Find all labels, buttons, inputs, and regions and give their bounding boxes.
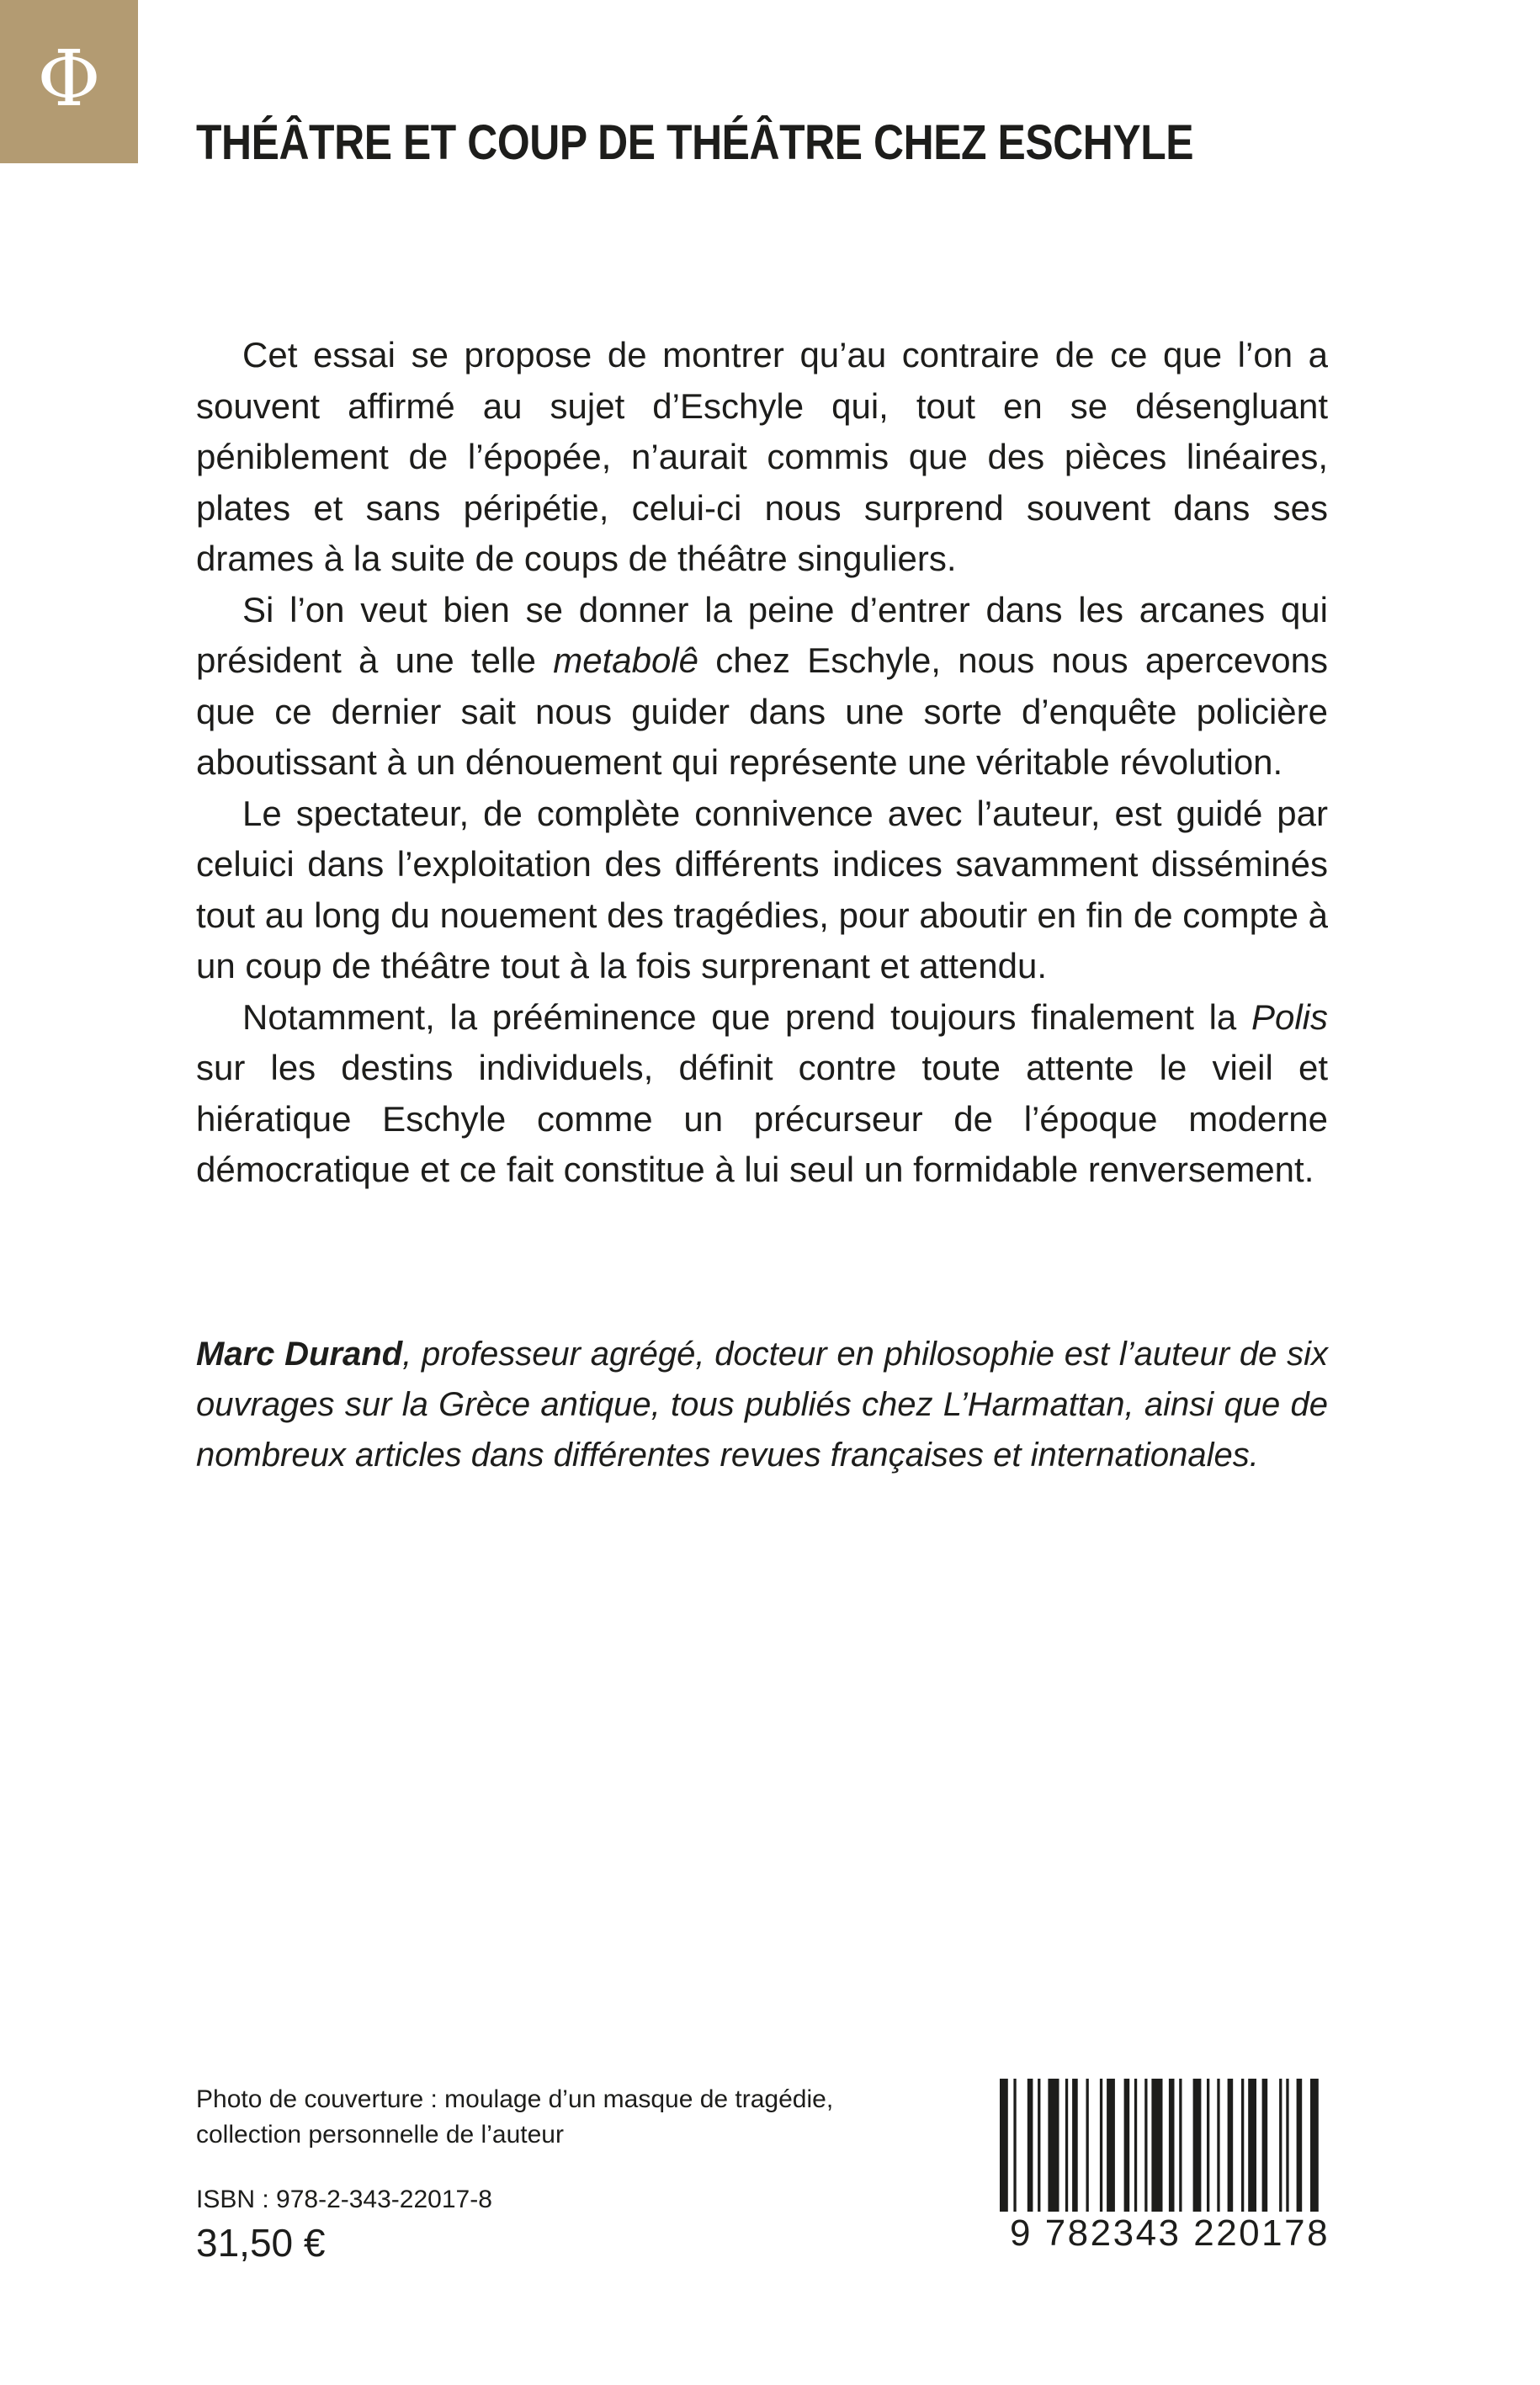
photo-credit-line-2: collection personnelle de l’auteur <box>196 2121 564 2149</box>
author-bio-text: , professeur agrégé, docteur en philosophie est l’auteur de six ouvrages sur la Grèce antique, tous publiés chez L’Harmattan, ainsi que de nombreux articles dans différentes revues françaises et internationales. <box>196 1336 1328 1474</box>
summary-paragraph-2: Si l’on veut bien se donner la peine d’entrer dans les arcanes qui président à une telle metabolê chez Eschyle, nous nous apercevons que ce dernier sait nous guider dans une sorte d’enquête policière aboutissant à un dénouement qui représente une véritable révolution. <box>196 589 1328 782</box>
book-title: THÉÂTRE ET COUP DE THÉÂTRE CHEZ ESCHYLE <box>196 115 1194 170</box>
summary-paragraph-4: Notamment, la prééminence que prend toujours finalement la Polis sur les destins individuels, définit contre toute attente le vieil et hiératique Eschyle comme un précurseur de l’époque moderne démocratique et ce fait constitue à lui seul un formidable renversement. <box>196 996 1328 1189</box>
photo-credit-line-1: Photo de couverture : moulage d’un masque de tragédie, <box>196 2085 834 2113</box>
barcode-icon <box>993 2079 1330 2213</box>
photo-credit <box>196 2082 953 2153</box>
barcode-digits: 9 782343 220178 <box>993 2212 1338 2255</box>
author-bio <box>196 1329 1328 1480</box>
publisher-logo <box>0 0 138 163</box>
phi-logo-icon: Φ <box>37 34 101 124</box>
author-name: Marc Durand <box>196 1336 403 1373</box>
summary-text <box>196 330 1328 1196</box>
summary-paragraph-1: Cet essai se propose de montrer qu’au contraire de ce que l’on a souvent affirmé au sujet d’Eschyle qui, tout en se désengluant péniblement de l’épopée, n’aurait commis que des pièces linéaires, plates et sans péripétie, celui-ci nous surprend souvent dans ses drames à la suite de coups de théâtre singuliers. <box>196 335 1328 578</box>
price: 31,50 € <box>196 2221 326 2265</box>
summary-paragraph-3: Le spectateur, de complète connivence avec l’auteur, est guidé par celuici dans l’exploitation des différents indices savamment disséminés tout au long du nouement des tragédies, pour aboutir en fin de compte à un coup de théâtre tout à la fois surprenant et attendu. <box>196 793 1328 985</box>
isbn: ISBN : 978-2-343-22017-8 <box>196 2186 492 2213</box>
